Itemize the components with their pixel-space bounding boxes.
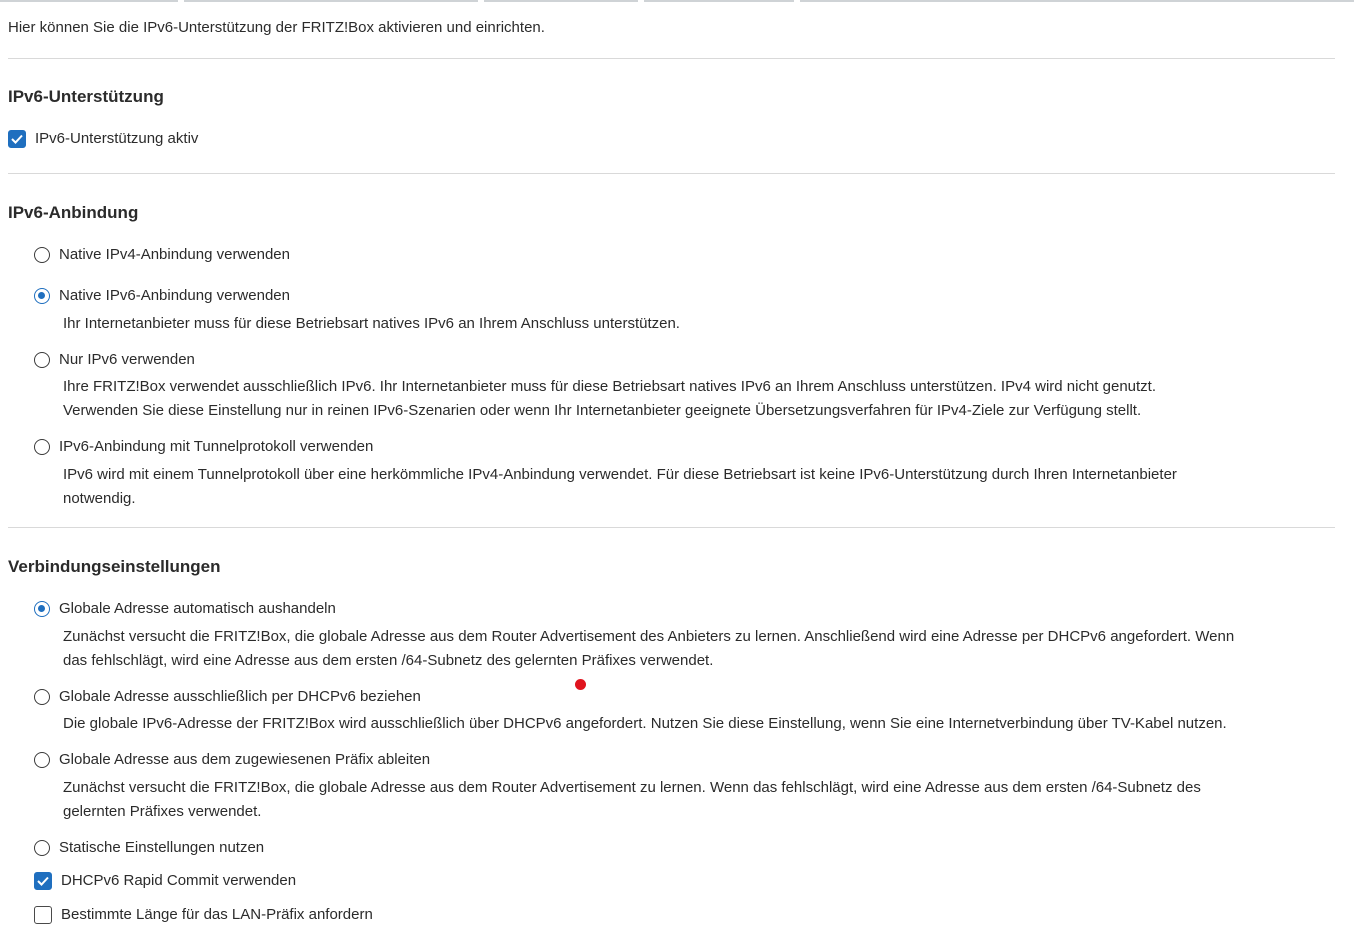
radio-native-ipv6[interactable]	[34, 286, 290, 306]
radio-label: Native IPv6-Anbindung verwenden	[59, 287, 290, 304]
radio-global-dhcpv6[interactable]	[34, 687, 421, 707]
ipv6-support-label: IPv6-Unterstützung aktiv	[35, 130, 199, 147]
intro-text: Hier können Sie die IPv6-Unterstützung der FRITZ!Box aktivieren und einrichten.	[8, 19, 545, 36]
radio-button[interactable]	[34, 601, 50, 617]
radio-label: Globale Adresse aus dem zugewiesenen Präfix ableiten	[59, 751, 431, 768]
radio-label: Globale Adresse ausschließlich per DHCPv6 beziehen	[59, 688, 421, 705]
option-description-line: gelernten Präfixes verwendet.	[63, 803, 262, 820]
section-heading-connection-settings: Verbindungseinstellungen	[8, 557, 221, 576]
radio-global-auto[interactable]	[34, 599, 336, 619]
radio-label: Native IPv4-Anbindung verwenden	[59, 246, 290, 263]
option-description-line: IPv6 wird mit einem Tunnelprotokoll über eine herkömmliche IPv4-Anbindung verwendet. Für diese Betriebsart ist keine IPv6-Unterstützung durch Ihren Internetanbieter	[63, 466, 1177, 483]
radio-label: Statische Einstellungen nutzen	[59, 839, 265, 856]
tab-separator	[794, 0, 800, 2]
radio-button[interactable]	[34, 752, 50, 768]
radio-button[interactable]	[34, 689, 50, 705]
divider	[8, 58, 1335, 59]
prefix-length-checkbox-row[interactable]	[34, 905, 373, 925]
radio-static[interactable]	[34, 838, 264, 858]
option-description: Ihr Internetanbieter muss für diese Betriebsart natives IPv6 an Ihrem Anschluss unterstützen.	[63, 315, 680, 332]
tab-separator	[478, 0, 484, 2]
option-description-line: notwendig.	[63, 490, 136, 507]
radio-button[interactable]	[34, 288, 50, 304]
option-description-line: Zunächst versucht die FRITZ!Box, die globale Adresse aus dem Router Advertisement des Anbieters zu lernen. Anschließend wird eine Adresse per DHCPv6 angefordert. Wenn	[63, 628, 1235, 645]
rapid-commit-label: DHCPv6 Rapid Commit verwenden	[61, 872, 297, 889]
rapid-commit-checkbox-row[interactable]	[34, 871, 296, 891]
section-heading-ipv6-binding: IPv6-Anbindung	[8, 203, 139, 222]
tab-separator	[178, 0, 184, 2]
prefix-length-checkbox[interactable]	[34, 906, 52, 924]
divider	[8, 173, 1335, 174]
radio-ipv6-only[interactable]	[34, 350, 195, 370]
radio-button[interactable]	[34, 439, 50, 455]
tab-bar-border	[0, 0, 1354, 2]
radio-button[interactable]	[34, 352, 50, 368]
radio-label: IPv6-Anbindung mit Tunnelprotokoll verwenden	[59, 438, 374, 455]
option-description-line: Ihre FRITZ!Box verwendet ausschließlich IPv6. Ihr Internetanbieter muss für diese Betriebsart natives IPv6 an Ihrem Anschluss unterstützen. IPv4 wird nicht genutzt.	[63, 378, 1157, 395]
radio-button[interactable]	[34, 840, 50, 856]
radio-label: Nur IPv6 verwenden	[59, 351, 195, 368]
radio-native-ipv4[interactable]	[34, 245, 290, 265]
mouse-pointer-marker	[575, 679, 586, 690]
option-description-line: das fehlschlägt, wird eine Adresse aus dem ersten /64-Subnetz des gelernten Präfixes verwendet.	[63, 652, 714, 669]
option-description: Die globale IPv6-Adresse der FRITZ!Box wird ausschließlich über DHCPv6 angefordert. Nutzen Sie diese Einstellung, wenn Sie eine Internetverbindung über TV-Kabel nutzen.	[63, 715, 1227, 732]
radio-tunnel[interactable]	[34, 437, 373, 457]
radio-label: Globale Adresse automatisch aushandeln	[59, 600, 336, 617]
tab-separator	[638, 0, 644, 2]
rapid-commit-checkbox[interactable]	[34, 872, 52, 890]
option-description-line: Verwenden Sie diese Einstellung nur in reinen IPv6-Szenarien oder wenn Ihr Internetanbieter geeignete Übersetzungsverfahren für IPv4-Ziele zur Verfügung stellt.	[63, 402, 1142, 419]
radio-button[interactable]	[34, 247, 50, 263]
option-description-line: Zunächst versucht die FRITZ!Box, die globale Adresse aus dem Router Advertisement zu lernen. Wenn das fehlschlägt, wird eine Adresse aus dem ersten /64-Subnetz des	[63, 779, 1201, 796]
prefix-length-label: Bestimmte Länge für das LAN-Präfix anfordern	[61, 906, 373, 923]
radio-global-prefix[interactable]	[34, 750, 430, 770]
divider	[8, 527, 1335, 528]
section-heading-ipv6-support: IPv6-Unterstützung	[8, 87, 164, 106]
ipv6-support-checkbox-row[interactable]	[8, 129, 198, 149]
ipv6-support-checkbox[interactable]	[8, 130, 26, 148]
